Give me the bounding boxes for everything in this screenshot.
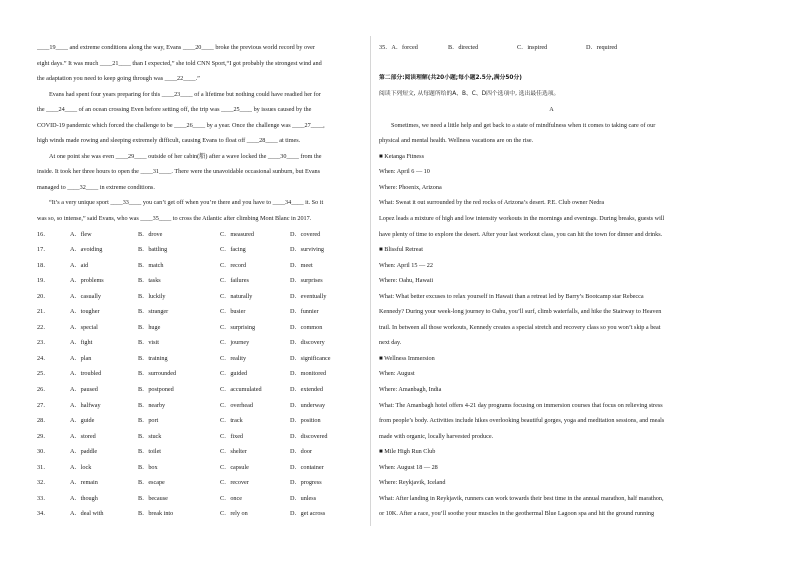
passage-line: inside. It took her three hours to open the ____31____. There were the unavoidable occasional sunburn, but Evans [37,168,321,176]
option-c: C．rely on [220,510,248,518]
option-d: D．extended [290,386,323,394]
question-number: 31． [37,463,50,471]
option-d: D．surviving [290,246,325,254]
option-a: A．remain [70,479,98,487]
passage-line: high winds made rowing and sleeping extremely difficult, causing Evans to float off ____28____ at times. [37,137,301,145]
option-d: D．progress [290,479,322,487]
option-d: D．container [290,463,324,471]
option-d: D．underway [290,401,326,409]
option-row [37,304,362,320]
option-d: D．unless [290,494,317,502]
question-number: 26． [37,386,50,394]
option-a: A．deal with [70,510,104,518]
option-a: A．avoiding [70,246,103,254]
question-number: 29． [37,432,50,440]
option-c: C．overhead [220,401,253,409]
option-b: B．break into [138,510,174,518]
option-c: C．once [220,494,242,502]
passage-line: or 10K. After a race, you’ll soothe your muscles in the geothermal Blue Lagoon spa and hit the ground running [379,510,655,518]
passage-line: “It’s a very unique sport ____33____ you can’t get off when you’re there and you have to ____34____ it. So it [49,199,324,207]
passage-line: eight days.” It was much ____21____ than I expected,” she told CNN Sport,“I got probably the strongest wind and [37,59,322,67]
option-d: D．door [290,448,312,456]
option-b: B．battling [138,246,168,254]
option-b: B．stuck [138,432,162,440]
option-a: A．problems [70,277,104,285]
option-b: B．nearby [138,401,166,409]
option-d: D．monitored [290,370,327,378]
option-row [37,413,362,429]
option-d: D．eventually [290,292,327,300]
option-c: C．measured [220,230,255,238]
option-row [37,382,362,398]
passage-line: COVID-19 pandemic which forced the challenge to be ____26____ by a year. Once the challenge was ____27____, [37,121,325,129]
option-row [37,460,362,476]
cloze-passage [37,40,362,227]
passage-line: made with organic, locally harvested produce. [379,432,494,440]
option-c: C．track [220,417,243,425]
option-b: B．drove [138,230,163,238]
option-row [37,242,362,258]
question-number: 30． [37,448,50,456]
option-d: D．funnier [290,308,319,316]
option-b: B．escape [138,479,165,487]
passage-line: the adaptation you need to keep going through was ____22____.” [37,75,200,83]
question-number: 33． [37,494,50,502]
option-d: D．surprises [290,277,323,285]
option-b: B．box [138,463,158,471]
section-title: 第二部分:阅读理解(共20小题;每小题2.5分,满分50分) [379,75,522,82]
reading-passage [379,118,724,522]
passage-line: Lopez leads a mixture of high and low intensity workouts in the mornings and evenings. During breaks, guests will [379,215,665,223]
option-row [37,351,362,367]
question-number: 22． [37,323,50,331]
option-b: B．visit [138,339,159,347]
passage-line: Evans had spent four years preparing for this ____23____ of a lifetime but nothing could have readied her for [49,90,321,98]
passage-line: When: August 18 — 28 [379,463,438,471]
option-c: C．record [220,261,247,269]
option-c: C．recover [220,479,249,487]
option-a: A．fight [70,339,93,347]
right-column [379,40,724,522]
option-c: C．naturally [220,292,253,300]
option-c: C．inspired [517,44,548,51]
question-number: 17． [37,246,50,254]
passage-line: was so, so intense,” said Evans, who was ____35____ to cross the Atlantic after climbing Mont Blanc in 2017. [37,215,312,223]
option-row [37,273,362,289]
question-number: 32． [37,479,50,487]
passage-line: ■ Ketanga Fitness [379,152,424,160]
option-b: B．luckily [138,292,166,300]
passage-line: trail. In between all those workouts, Kennedy creates a special stretch and recovery class so you won’t skip a beat [379,323,661,331]
question-number: 25． [37,370,50,378]
spacer [379,56,724,72]
option-d: D．common [290,323,323,331]
passage-line: What: What better excuses to relax yourself in Hawaii than a retreat led by Barry’s Bootcamp star Rebecca [379,292,644,300]
option-b: B．toilet [138,448,162,456]
passage-line: What: Sweat it out surrounded by the red rocks of Arizona’s desert. P.E. Club owner Nedra [379,199,605,207]
question-number: 27． [37,401,50,409]
option-a: A．plan [70,354,92,362]
option-c: C．reality [220,354,247,362]
passage-line: Where: Reykjavik, Iceland [379,479,446,487]
section-instruction: 阅读下列短文, 从每题所给的A、B、C、D四个选项中, 选出最佳选项。 [379,90,560,97]
option-a: A．paused [70,386,98,394]
option-row [37,335,362,351]
option-d: D．discovery [290,339,325,347]
question-number: 34． [37,510,50,518]
cloze-options [37,227,362,522]
option-a: A．stored [70,432,96,440]
option-c: C．fixed [220,432,244,440]
option-a: 35．A．forced [379,44,418,51]
passage-line: from people’s body. Activities include hikes overlooking beautiful gorges, yoga and meditation sessions, and meals [379,417,665,425]
passage-line: At one point she was even ____29____ outside of her cabin(船) after a wave locked the ____30____ from the [49,152,322,160]
option-d: D．position [290,417,321,425]
option-row [37,366,362,382]
question-number: 19． [37,277,50,285]
passage-line: Sometimes, we need a little help and get back to a state of mindfulness when it comes to taking care of our [391,121,656,129]
option-a: A．halfway [70,401,101,409]
passage-line: ■ Wellness Immersion [379,354,435,362]
question-number: 23． [37,339,50,347]
option-c: C．facing [220,246,246,254]
passage-line: have plenty of time to explore the desert. After your last workout class, you can hit the town for dinner and drinks. [379,230,663,238]
option-c: C．capsule [220,463,249,471]
option-d: D．discovered [290,432,328,440]
option-row [37,506,362,522]
option-b: B．directed [448,44,479,51]
option-a: A．paddle [70,448,98,456]
passage-line: ____19____ and extreme conditions along the way, Evans ____20____ broke the previous world record by over [37,44,315,51]
option-b: B．huge [138,323,161,331]
option-c: C．busier [220,308,246,316]
option-b: B．match [138,261,164,269]
passage-line: the ____24____ of an ocean crossing Even before setting off, the trip was ____25____ by issues caused by the [37,106,312,114]
option-a: A．lock [70,463,92,471]
option-row [37,320,362,336]
passage-line: When: April 6 — 10 [379,168,430,176]
passage-line: Kennedy? During your week-long journey to Oahu, you’ll surf, climb waterfalls, and hike the Stairway to Heaven [379,308,662,316]
option-a: A．casually [70,292,101,300]
option-c: C．journey [220,339,250,347]
option-b: B．because [138,494,168,502]
option-b: B．tasks [138,277,161,285]
option-b: B．stranger [138,308,169,316]
passage-line: Where: Oahu, Hawaii [379,277,434,285]
option-row [37,475,362,491]
option-b: B．surrounded [138,370,177,378]
option-b: B．postponed [138,386,174,394]
question-number: 18． [37,261,50,269]
question-number: 24． [37,354,50,362]
option-b: B．training [138,354,168,362]
option-a: A．aid [70,261,89,269]
option-a: A．flew [70,230,92,238]
passage-line: managed to ____32____ in extreme conditions. [37,183,155,191]
left-column [37,40,362,522]
option-d: D．get across [290,510,326,518]
option-d: D．required [586,44,618,51]
question-number: 28． [37,417,50,425]
passage-line: What: The Amanbagh hotel offers 4-21 day programs focusing on immersion courses that focus on relieving stress [379,401,663,409]
passage-line: When: August [379,370,415,378]
option-a: A．tougher [70,308,100,316]
option-row [37,444,362,460]
option-c: C．failures [220,277,249,285]
option-a: A．special [70,323,98,331]
passage-line: Where: Amanbagh, India [379,386,442,394]
passage-line: Where: Phoenix, Arizona [379,183,442,191]
option-d: D．covered [290,230,321,238]
question-number: 20． [37,292,50,300]
option-c: C．surprising [220,323,256,331]
passage-line: What: After landing in Reykjavik, runners can work towards their best time in the annual marathon, half marathon, [379,494,664,502]
passage-line: physical and mental health. Wellness vacations are on the rise. [379,137,534,145]
option-d: D．significance [290,354,331,362]
question-number: 21． [37,308,50,316]
passage-line: next day. [379,339,402,347]
passage-line: ■ Blissful Retreat [379,246,423,254]
question-number: 16． [37,230,50,238]
column-divider [370,36,371,526]
passage-label: A [549,106,554,114]
option-a: A．troubled [70,370,102,378]
passage-line: When: April 15 — 22 [379,261,433,269]
option-row-35 [379,40,724,56]
option-c: C．shelter [220,448,247,456]
option-row [37,258,362,274]
option-c: C．accumulated [220,386,262,394]
option-row [37,491,362,507]
option-row [37,429,362,445]
option-c: C．guided [220,370,248,378]
option-b: B．port [138,417,159,425]
option-row [37,227,362,243]
option-a: A．though [70,494,98,502]
option-row [37,398,362,414]
passage-line: ■ Mile High Run Club [379,448,436,456]
option-a: A．guide [70,417,95,425]
option-row [37,289,362,305]
option-d: D．meet [290,261,313,269]
